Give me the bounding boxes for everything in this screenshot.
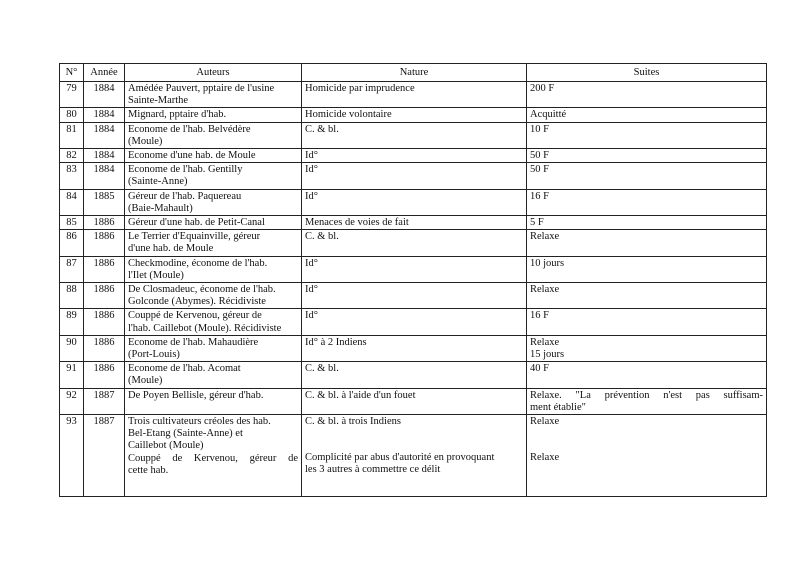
cell-outcome bbox=[527, 256, 767, 282]
table-row bbox=[60, 163, 767, 189]
header-outcome: Suites bbox=[527, 64, 767, 82]
cell-authors bbox=[125, 283, 302, 309]
cell-year: 1886 bbox=[84, 230, 125, 256]
cell-authors bbox=[125, 163, 302, 189]
outcome-line: 50 F bbox=[530, 164, 549, 176]
header-year: Année bbox=[84, 64, 125, 82]
cell-nature bbox=[302, 415, 527, 497]
authors-line: Géreur d'une hab. de Petit-Canal bbox=[128, 217, 265, 229]
cell-year: 1887 bbox=[84, 415, 125, 497]
cell-year: 1886 bbox=[84, 362, 125, 388]
cell-outcome bbox=[527, 149, 767, 163]
cell-year: 1886 bbox=[84, 216, 125, 230]
authors-line: Econome de l'hab. Belvédère bbox=[128, 123, 251, 135]
cell-outcome bbox=[527, 122, 767, 148]
table-row bbox=[60, 309, 767, 335]
authors-line: (Port-Louis) bbox=[128, 349, 180, 361]
authors-line: Econome d'une hab. de Moule bbox=[128, 150, 256, 162]
authors-line: (Moule) bbox=[128, 375, 163, 387]
cell-year: 1884 bbox=[84, 108, 125, 122]
cell-year: 1885 bbox=[84, 189, 125, 215]
outcome-line: 40 F bbox=[530, 363, 549, 375]
authors-line: Trois cultivateurs créoles des hab. bbox=[128, 416, 271, 428]
cell-num: 81 bbox=[60, 122, 84, 148]
cell-outcome bbox=[527, 415, 767, 497]
cell-num: 82 bbox=[60, 149, 84, 163]
table-row bbox=[60, 108, 767, 122]
cell-nature bbox=[302, 82, 527, 108]
outcome-line: Relaxe bbox=[530, 452, 560, 464]
nature-line: Id° bbox=[305, 284, 318, 296]
cell-outcome bbox=[527, 189, 767, 215]
outcome-line: Relaxe bbox=[530, 336, 560, 348]
authors-line: Golconde (Abymes). Récidiviste bbox=[128, 296, 266, 308]
cell-num: 84 bbox=[60, 189, 84, 215]
cell-authors bbox=[125, 309, 302, 335]
nature-line: Menaces de voies de fait bbox=[305, 217, 409, 229]
cell-num: 79 bbox=[60, 82, 84, 108]
header-num: N° bbox=[60, 64, 84, 82]
authors-line: Couppé de Kervenou, géreur de bbox=[128, 310, 262, 322]
cell-authors bbox=[125, 230, 302, 256]
cell-authors bbox=[125, 108, 302, 122]
table-row bbox=[60, 230, 767, 256]
cell-nature bbox=[302, 256, 527, 282]
table-row bbox=[60, 362, 767, 388]
cell-outcome bbox=[527, 309, 767, 335]
outcome-line: 16 F bbox=[530, 310, 549, 322]
nature-line: Homicide par imprudence bbox=[305, 83, 415, 94]
table-row bbox=[60, 122, 767, 148]
cell-outcome bbox=[527, 335, 767, 361]
cell-authors bbox=[125, 335, 302, 361]
authors-line: cette hab. bbox=[128, 464, 169, 476]
outcome-line: Relaxe. "La prévention n'est pas suffisam- bbox=[530, 389, 763, 401]
cell-year: 1887 bbox=[84, 388, 125, 414]
cell-authors bbox=[125, 362, 302, 388]
cell-num: 87 bbox=[60, 256, 84, 282]
nature-line: Id° à 2 Indiens bbox=[305, 336, 367, 348]
cell-outcome bbox=[527, 230, 767, 256]
cell-authors bbox=[125, 216, 302, 230]
cell-outcome bbox=[527, 82, 767, 108]
table-row bbox=[60, 82, 767, 108]
cell-year: 1884 bbox=[84, 82, 125, 108]
cell-nature bbox=[302, 283, 527, 309]
cases-table bbox=[59, 63, 767, 497]
nature-line: C. & bl. bbox=[305, 123, 339, 135]
cell-num: 85 bbox=[60, 216, 84, 230]
cell-year: 1886 bbox=[84, 335, 125, 361]
nature-line: Id° bbox=[305, 257, 318, 269]
header-nature: Nature bbox=[302, 64, 527, 82]
outcome-line: Relaxe bbox=[530, 416, 560, 428]
authors-line: l'Ilet (Moule) bbox=[128, 269, 184, 281]
authors-line: Bel-Etang (Sainte-Anne) et bbox=[128, 428, 243, 440]
cell-nature bbox=[302, 309, 527, 335]
cell-nature bbox=[302, 189, 527, 215]
cell-year: 1886 bbox=[84, 256, 125, 282]
outcome-line: Acquitté bbox=[530, 109, 567, 121]
cell-outcome bbox=[527, 388, 767, 414]
authors-line: De Closmadeuc, économe de l'hab. bbox=[128, 284, 276, 296]
cell-authors bbox=[125, 415, 302, 497]
table-row bbox=[60, 388, 767, 414]
nature-line: Id° bbox=[305, 310, 318, 322]
outcome-line: Relaxe bbox=[530, 284, 560, 296]
cell-outcome bbox=[527, 108, 767, 122]
authors-line: (Baie-Mahault) bbox=[128, 202, 193, 214]
authors-line: Checkmodine, économe de l'hab. bbox=[128, 257, 268, 269]
cell-authors bbox=[125, 256, 302, 282]
nature-line: Id° bbox=[305, 164, 318, 176]
outcome-line: 200 F bbox=[530, 83, 555, 94]
cell-outcome bbox=[527, 163, 767, 189]
table-header-row bbox=[60, 64, 767, 82]
nature-line: C. & bl. bbox=[305, 363, 339, 375]
authors-line: (Sainte-Anne) bbox=[128, 176, 188, 188]
cell-year: 1884 bbox=[84, 163, 125, 189]
cell-authors bbox=[125, 122, 302, 148]
authors-line: d'une hab. de Moule bbox=[128, 243, 214, 255]
cell-authors bbox=[125, 82, 302, 108]
cell-nature bbox=[302, 108, 527, 122]
authors-line: Caillebot (Moule) bbox=[128, 440, 204, 452]
table-row bbox=[60, 335, 767, 361]
outcome-line: 15 jours bbox=[530, 349, 565, 361]
authors-line: Couppé de Kervenou, géreur de bbox=[128, 452, 298, 464]
table-row bbox=[60, 189, 767, 215]
outcome-line: 50 F bbox=[530, 150, 549, 162]
cell-num: 89 bbox=[60, 309, 84, 335]
cell-num: 88 bbox=[60, 283, 84, 309]
nature-line: Homicide volontaire bbox=[305, 109, 392, 121]
cell-nature bbox=[302, 362, 527, 388]
cell-num: 80 bbox=[60, 108, 84, 122]
cell-authors bbox=[125, 149, 302, 163]
authors-line: Econome de l'hab. Gentilly bbox=[128, 164, 243, 176]
cell-nature bbox=[302, 149, 527, 163]
cell-outcome bbox=[527, 216, 767, 230]
nature-line: les 3 autres à commettre ce délit bbox=[305, 464, 441, 476]
nature-line: Id° bbox=[305, 150, 318, 162]
cell-nature bbox=[302, 388, 527, 414]
cell-num: 91 bbox=[60, 362, 84, 388]
outcome-line: 16 F bbox=[530, 190, 549, 202]
authors-line: Econome de l'hab. Acomat bbox=[128, 363, 241, 375]
outcome-line: 5 F bbox=[530, 217, 544, 229]
table-row bbox=[60, 216, 767, 230]
cell-num: 83 bbox=[60, 163, 84, 189]
cell-outcome bbox=[527, 283, 767, 309]
cell-authors bbox=[125, 189, 302, 215]
cell-num: 90 bbox=[60, 335, 84, 361]
nature-line: C. & bl. à trois Indiens bbox=[305, 416, 401, 428]
cell-year: 1884 bbox=[84, 122, 125, 148]
cell-nature bbox=[302, 230, 527, 256]
cell-year: 1886 bbox=[84, 283, 125, 309]
outcome-line: 10 jours bbox=[530, 257, 565, 269]
cell-year: 1884 bbox=[84, 149, 125, 163]
table-row bbox=[60, 149, 767, 163]
authors-line: l'hab. Caillebot (Moule). Récidiviste bbox=[128, 322, 282, 334]
authors-line: Géreur de l'hab. Paquereau bbox=[128, 190, 242, 202]
authors-line: Sainte-Marthe bbox=[128, 95, 189, 107]
cell-nature bbox=[302, 163, 527, 189]
authors-line: Le Terrier d'Equainville, géreur bbox=[128, 231, 261, 243]
nature-line: C. & bl. à l'aide d'un fouet bbox=[305, 389, 416, 401]
table-row bbox=[60, 256, 767, 282]
authors-line: De Poyen Bellisle, géreur d'hab. bbox=[128, 389, 264, 401]
cell-nature bbox=[302, 122, 527, 148]
cell-num: 86 bbox=[60, 230, 84, 256]
table-row bbox=[60, 415, 767, 497]
outcome-line: 10 F bbox=[530, 123, 549, 135]
authors-line: (Moule) bbox=[128, 135, 163, 147]
outcome-line: ment établie" bbox=[530, 401, 586, 413]
cell-year: 1886 bbox=[84, 309, 125, 335]
nature-line: Complicité par abus d'autorité en provoquant bbox=[305, 452, 495, 464]
cell-num: 93 bbox=[60, 415, 84, 497]
table-row bbox=[60, 283, 767, 309]
outcome-line: Relaxe bbox=[530, 231, 560, 243]
cell-authors bbox=[125, 388, 302, 414]
document-page bbox=[59, 63, 766, 497]
header-authors: Auteurs bbox=[125, 64, 302, 82]
cell-num: 92 bbox=[60, 388, 84, 414]
authors-line: Amédée Pauvert, pptaire de l'usine bbox=[128, 83, 275, 94]
table-body bbox=[60, 82, 767, 497]
cell-outcome bbox=[527, 362, 767, 388]
nature-line: C. & bl. bbox=[305, 231, 339, 243]
authors-line: Mignard, pptaire d'hab. bbox=[128, 109, 227, 121]
authors-line: Econome de l'hab. Mahaudière bbox=[128, 336, 259, 348]
cell-nature bbox=[302, 335, 527, 361]
nature-line: Id° bbox=[305, 190, 318, 202]
cell-nature bbox=[302, 216, 527, 230]
